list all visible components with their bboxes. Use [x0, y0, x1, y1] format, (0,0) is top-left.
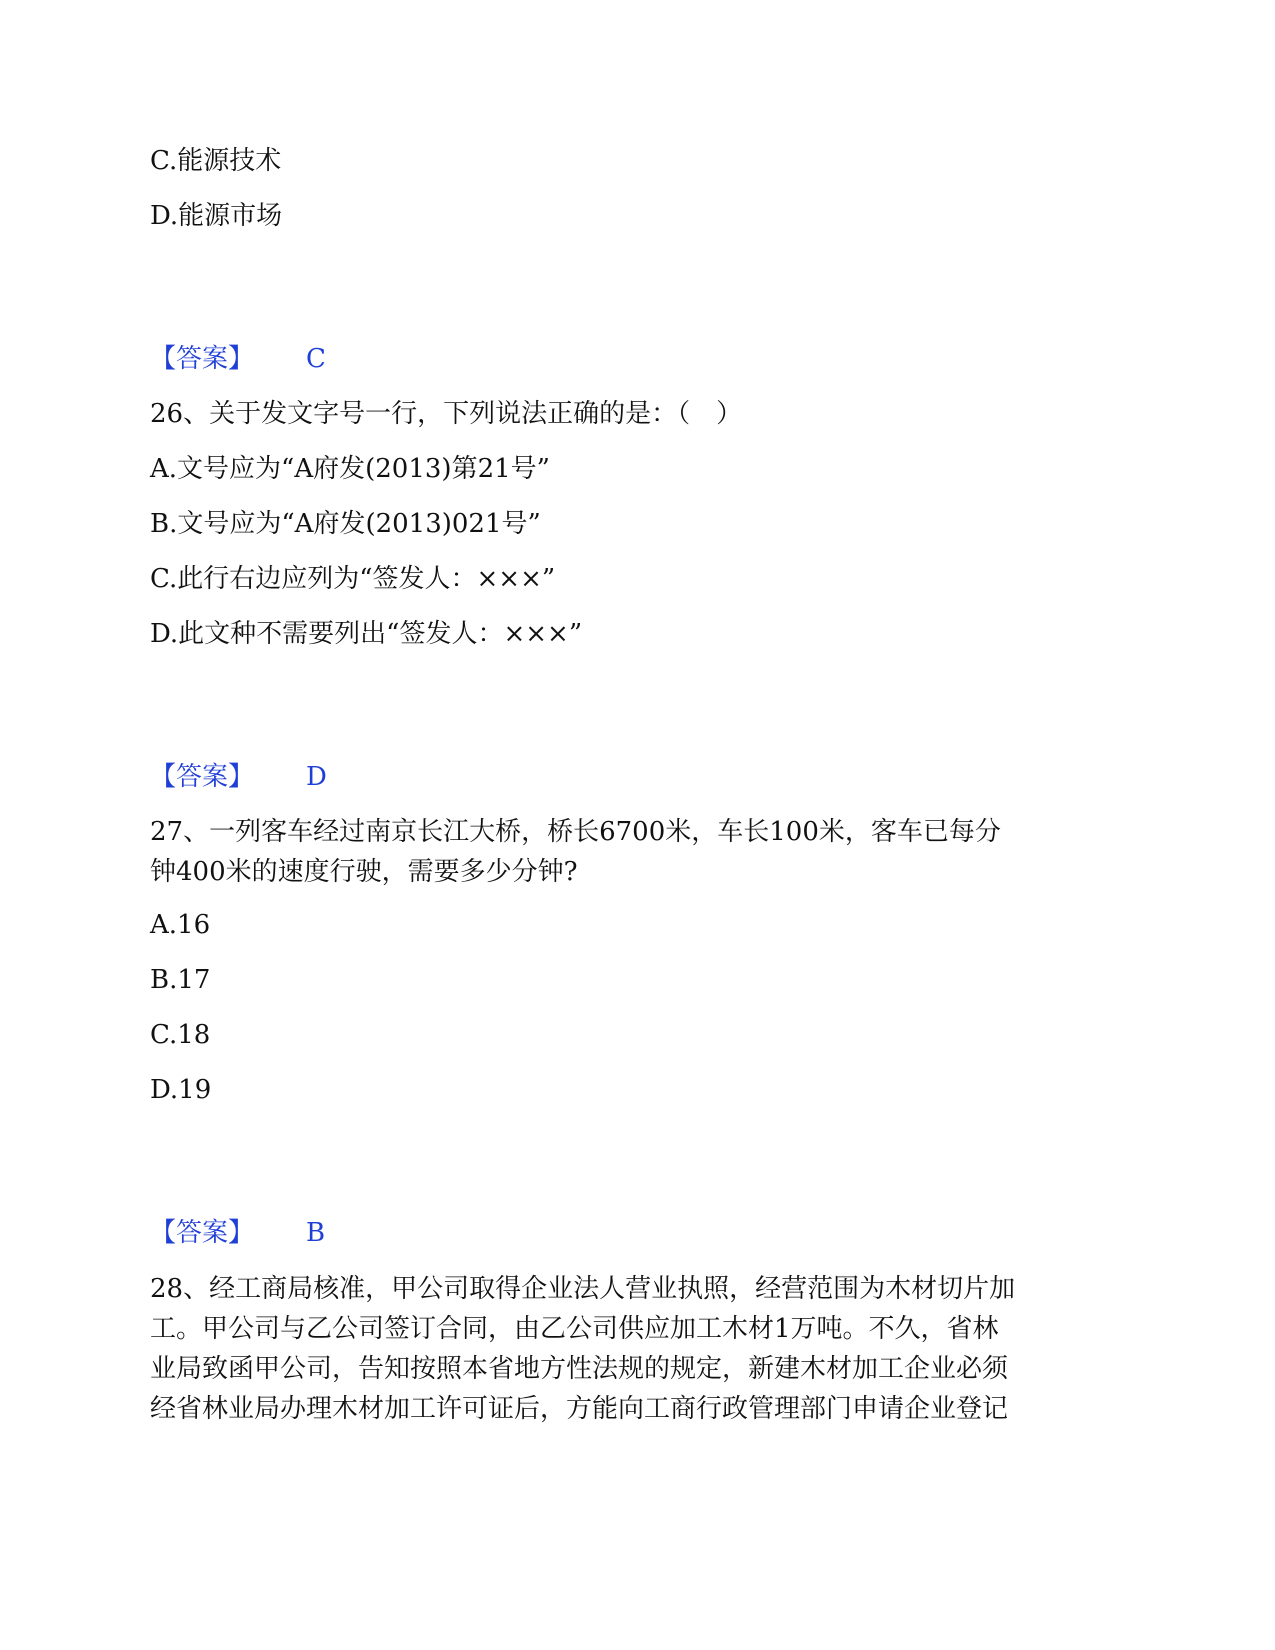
q25-answer — [150, 342, 326, 376]
q27-answer — [150, 1216, 325, 1250]
q28-stem-line-1: 28、经工商局核准，甲公司取得企业法人营业执照，经营范围为木材切片加 — [150, 1274, 1016, 1304]
q27-stem-line-2: 钟400米的速度行驶，需要多少分钟? — [150, 857, 578, 887]
q28-stem-line-3: 业局致函甲公司，告知按照本省地方性法规的规定，新建木材加工企业必须 — [150, 1354, 1009, 1384]
answer-value: B — [306, 1218, 326, 1248]
answer-label: 【答案】 — [150, 1218, 255, 1248]
q28-stem-line-4: 经省林业局办理木材加工许可证后，方能向工商行政管理部门申请企业登记 — [150, 1394, 1009, 1424]
answer-value: C — [306, 344, 326, 374]
q27-option-d: D.19 — [150, 1075, 212, 1105]
q27-option-c: C.18 — [150, 1020, 211, 1050]
q27-option-b: B.17 — [150, 965, 211, 995]
q27-option-a: A.16 — [150, 910, 211, 940]
answer-label: 【答案】 — [150, 344, 255, 374]
q25-option-c: C.能源技术 — [150, 146, 282, 176]
q26-option-c: C.此行右边应列为“签发人：×××” — [150, 564, 556, 594]
q26-option-a: A.文号应为“A府发(2013)第21号” — [150, 454, 550, 484]
q28-stem-line-2: 工。甲公司与乙公司签订合同，由乙公司供应加工木材1万吨。不久，省林 — [150, 1314, 999, 1344]
q27-stem-line-1: 27、一列客车经过南京长江大桥，桥长6700米，车长100米，客车已每分 — [150, 817, 1001, 847]
q26-option-b: B.文号应为“A府发(2013)021号” — [150, 509, 541, 539]
q26-option-d: D.此文种不需要列出“签发人：×××” — [150, 619, 583, 649]
q26-answer — [150, 760, 327, 794]
q26-stem: 26、关于发文字号一行，下列说法正确的是：（ ） — [150, 399, 743, 429]
q25-option-d: D.能源市场 — [150, 201, 283, 231]
answer-value: D — [306, 762, 327, 792]
answer-label: 【答案】 — [150, 762, 255, 792]
